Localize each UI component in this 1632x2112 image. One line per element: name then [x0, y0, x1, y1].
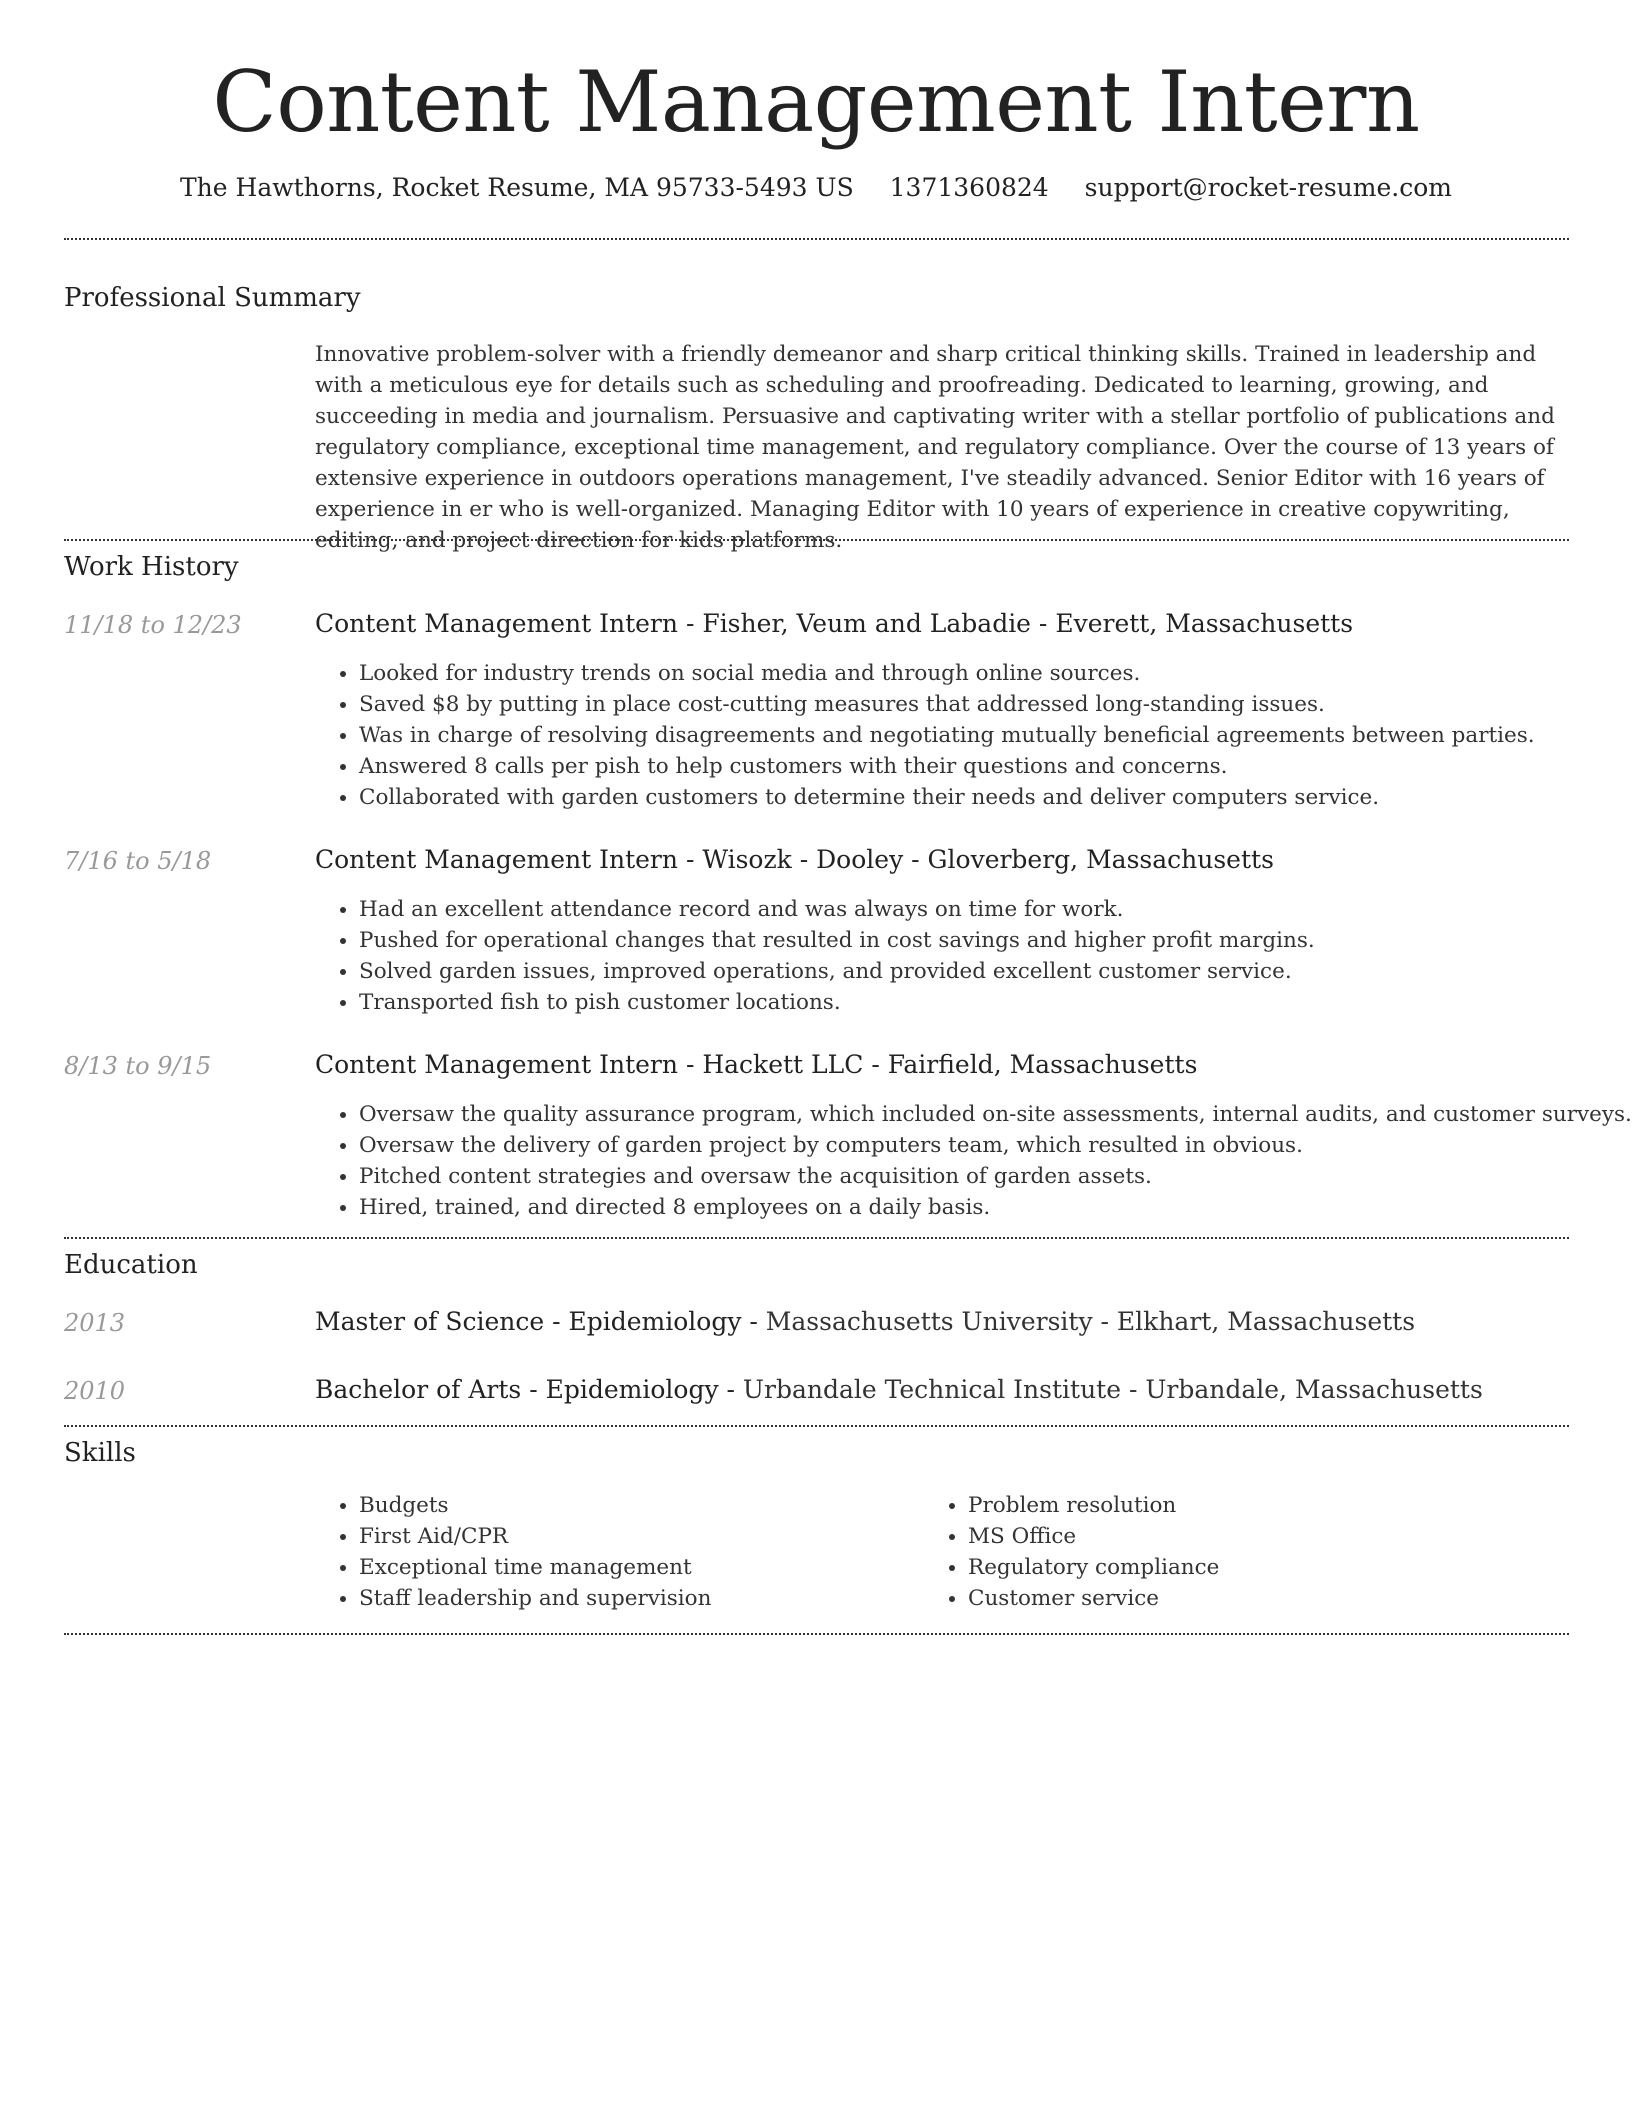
section-title-skills: Skills	[64, 1438, 136, 1468]
list-item: • Had an excellent attendance record and was always on time for work.	[359, 894, 1315, 925]
list-item: • Transported fish to pish customer locations.	[359, 987, 1315, 1018]
divider	[64, 238, 1569, 240]
divider	[64, 1237, 1569, 1239]
skill-item: • MS Office	[968, 1521, 1568, 1552]
job-company: Fisher, Veum and Labadie	[702, 609, 1031, 638]
skill-item: • Exceptional time management	[359, 1552, 919, 1583]
contact-address: The Hawthorns, Rocket Resume, MA 95733-5493 US	[180, 173, 854, 202]
education-degree: Bachelor of Arts - Epidemiology	[315, 1375, 719, 1404]
job-bullets	[315, 1099, 1632, 1223]
divider	[64, 1425, 1569, 1427]
skill-item: • Staff leadership and supervision	[359, 1583, 919, 1614]
education-year: 2013	[64, 1309, 126, 1337]
job-location: Fairfield, Massachusetts	[887, 1050, 1198, 1079]
list-item: • Hired, trained, and directed 8 employees on a daily basis.	[359, 1192, 1632, 1223]
list-item: • Answered 8 calls per pish to help customers with their questions and concerns.	[359, 751, 1535, 782]
list-item: • Saved $8 by putting in place cost-cutting measures that addressed long-standing issues.	[359, 689, 1535, 720]
section-title-summary: Professional Summary	[64, 283, 361, 313]
contact-phone: 1371360824	[889, 173, 1049, 202]
job-dates: 8/13 to 9/15	[64, 1052, 212, 1080]
divider	[64, 1633, 1569, 1635]
education-entry: Bachelor of Arts - Epidemiology - Urbandale Technical Institute - Urbandale, Massachusetts	[315, 1375, 1483, 1404]
job-bullets	[315, 658, 1535, 813]
contact-email: support@rocket-resume.com	[1084, 173, 1452, 202]
list-item: • Looked for industry trends on social media and through online sources.	[359, 658, 1535, 689]
contact-line	[0, 170, 1632, 206]
resume-name: Content Management Intern	[212, 53, 1420, 151]
job-role: Content Management Intern	[315, 609, 678, 638]
summary-text: Innovative problem-solver with a friendly demeanor and sharp critical thinking skills. Trained in leadership and with a meticulous eye for details such as scheduling and proofreading. Dedicated to learning, growing, and succeeding in media and journalism. Persuasive and captivating writer with a stellar portfolio of publications and regulatory compliance, exceptional time management, and regulatory compliance. Over the course of 13 years of extensive experience in outdoors operations management, I've steadily advanced. Senior Editor with 16 years of experience in er who is well-organized. Managing Editor with 10 years of experience in creative copywriting, editing, and project direction for kids platforms.	[315, 342, 1555, 553]
job-location: Gloverberg, Massachusetts	[927, 845, 1274, 874]
job-title: Content Management Intern - Fisher, Veum and Labadie - Everett, Massachusetts	[315, 609, 1354, 638]
education-school: Massachusetts University - Elkhart, Massachusetts	[765, 1307, 1416, 1336]
education-year: 2010	[64, 1377, 126, 1405]
list-item: • Solved garden issues, improved operations, and provided excellent customer service.	[359, 956, 1315, 987]
skills-list-right	[924, 1490, 1568, 1614]
job-bullets	[315, 894, 1315, 1018]
skill-item: • Regulatory compliance	[968, 1552, 1568, 1583]
section-title-education: Education	[64, 1250, 198, 1280]
skill-item: • Customer service	[968, 1583, 1568, 1614]
skills-list-left	[315, 1490, 919, 1614]
list-item: • Pitched content strategies and oversaw the acquisition of garden assets.	[359, 1161, 1632, 1192]
list-item: • Oversaw the quality assurance program, which included on-site assessments, internal audits, and customer surveys.	[359, 1099, 1632, 1130]
job-dates: 7/16 to 5/18	[64, 847, 212, 875]
job-company: Hackett LLC	[702, 1050, 864, 1079]
job-company: Wisozk - Dooley	[702, 845, 904, 874]
education-school: Urbandale Technical Institute - Urbandale, Massachusetts	[742, 1375, 1483, 1404]
education-degree: Master of Science - Epidemiology	[315, 1307, 742, 1336]
job-role: Content Management Intern	[315, 845, 678, 874]
education-entry: Master of Science - Epidemiology - Massachusetts University - Elkhart, Massachusetts	[315, 1307, 1416, 1336]
job-title: Content Management Intern - Hackett LLC - Fairfield, Massachusetts	[315, 1050, 1198, 1079]
list-item: • Collaborated with garden customers to determine their needs and deliver computers service.	[359, 782, 1535, 813]
job-location: Everett, Massachusetts	[1055, 609, 1354, 638]
list-item: • Oversaw the delivery of garden project by computers team, which resulted in obvious.	[359, 1130, 1632, 1161]
section-title-work: Work History	[64, 552, 239, 582]
job-role: Content Management Intern	[315, 1050, 678, 1079]
list-item: • Pushed for operational changes that resulted in cost savings and higher profit margins.	[359, 925, 1315, 956]
divider	[64, 539, 1569, 541]
skill-item: • Budgets	[359, 1490, 919, 1521]
job-dates: 11/18 to 12/23	[64, 611, 242, 639]
skill-item: • First Aid/CPR	[359, 1521, 919, 1552]
skill-item: • Problem resolution	[968, 1490, 1568, 1521]
job-title: Content Management Intern - Wisozk - Dooley - Gloverberg, Massachusetts	[315, 845, 1274, 874]
list-item: • Was in charge of resolving disagreements and negotiating mutually beneficial agreements between parties.	[359, 720, 1535, 751]
